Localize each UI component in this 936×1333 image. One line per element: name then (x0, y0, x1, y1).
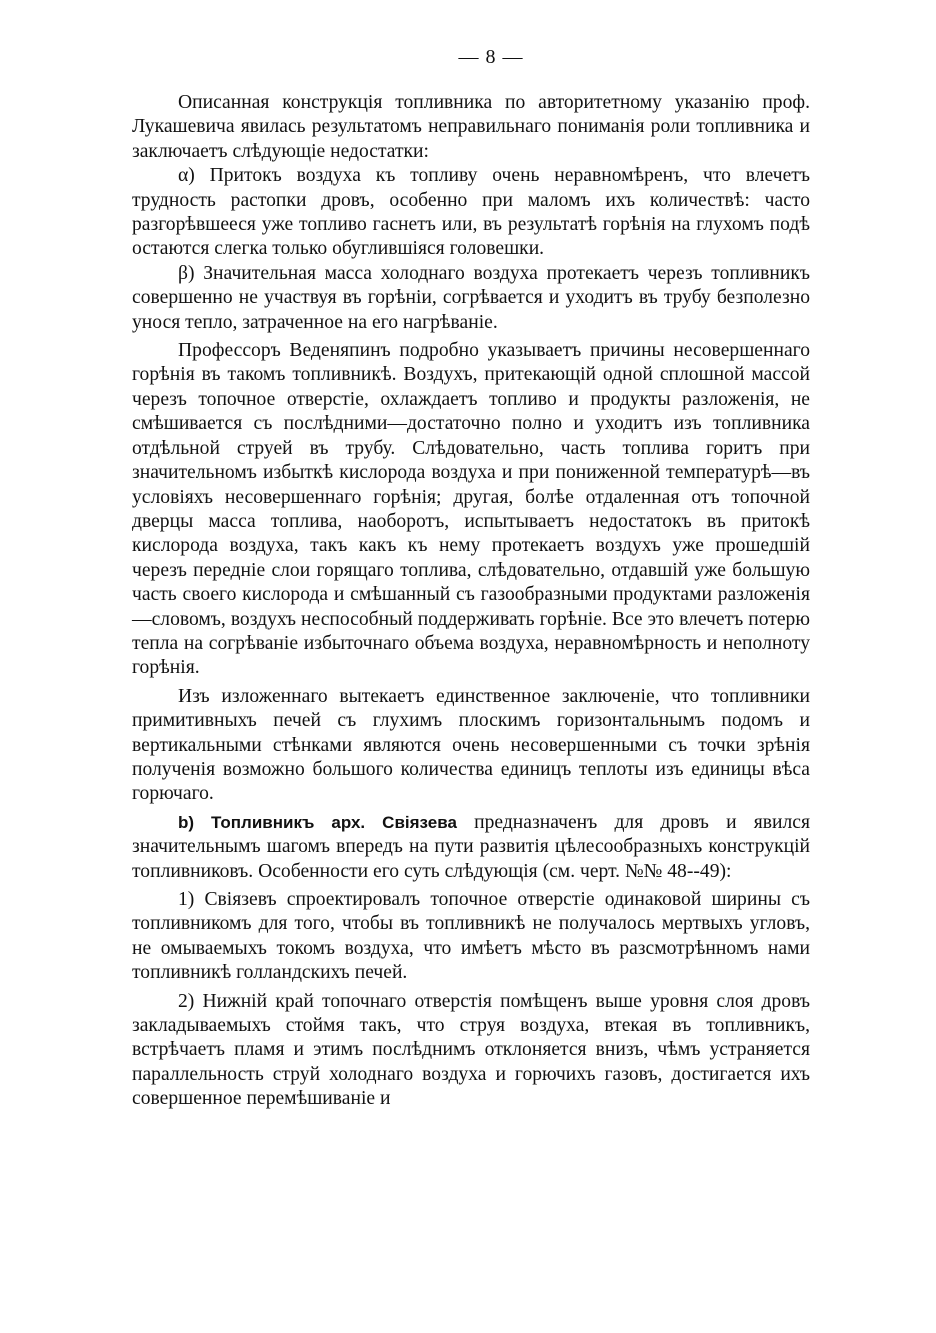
paragraph-intro: Описанная конструкція топливника по авторитетному указанію проф. Лукашевича явилась результатомъ неправильнаго пониманія роли топливника и заключаетъ слѣдующіе недостатки: (132, 92, 810, 162)
paragraph-sviyazev-heading (132, 811, 810, 884)
paragraph-beta: β) Значительная масса холоднаго воздуха протекаетъ черезъ топливникъ совершенно не участвуя въ горѣніи, согрѣвается и уходитъ въ трубу безполезно унося тепло, затраченное на его нагрѣваніе. (132, 262, 810, 333)
paragraph-vedenyapin: Профессоръ Веденяпинъ подробно указываетъ причины несовершеннаго горѣнія въ такомъ топливникѣ. Воздухъ, притекающій одной сплошной массой черезъ топочное отверстіе, охлаждаетъ топливо и продукты разложенія, не смѣшивается съ послѣдними—достаточно полно и уходитъ изъ топливника отдѣльной струей въ трубу. Слѣдовательно, часть топлива горитъ при значительномъ избыткѣ кислорода воздуха и при пониженной температурѣ—въ условіяхъ несовершеннаго горѣнія; другая, болѣе отдаленная отъ топочной дверцы масса топлива, наоборотъ, испытываетъ недостатокъ въ притокѣ кислорода воздуха, такъ какъ къ нему протекаетъ воздухъ уже прошедшій черезъ передніе слои горящаго топлива, слѣдовательно, отдавшій уже большую часть своего кислорода и смѣшанный съ газообразными продуктами разложенія—словомъ, воздухъ неспособный поддерживать горѣніе. Все это влечетъ потерю тепла на согрѣваніе избыточнаго объема воздуха, неравномѣрность и неполноту горѣнія. (132, 340, 810, 679)
paragraph-sviyazev-text: предназначенъ для дровъ и явился значительнымъ шагомъ впередъ на пути развитія цѣлесообразныхъ конструкцій топливниковъ. Особенности его суть слѣдующія (см. черт. №№ 48--49): (132, 811, 810, 882)
paragraph-conclusion: Изъ изложеннаго вытекаетъ единственное заключеніе, что топливники примитивныхъ печей съ глухимъ плоскимъ горизонтальнымъ подомъ и вертикальными стѣнками являются очень несовершенными съ точки зрѣнія полученія возможно большого количества единицъ теплоты изъ единицы вѣса горючаго. (132, 685, 810, 805)
paragraph-point-1: 1) Свіязевъ спроектировалъ топочное отверстіе одинаковой ширины съ топливникомъ для того, чтобы въ топливникѣ не получалось мертвыхъ угловъ, не омываемыхъ токомъ воздуха, что имѣетъ мѣсто въ разсмотрѣнномъ нами топливникѣ голландскихъ печей. (132, 889, 810, 984)
body-text (132, 91, 810, 1112)
paragraph-alpha: α) Притокъ воздуха къ топливу очень неравномѣренъ, что влечетъ трудность растопки дровъ, особенно при маломъ ихъ количествѣ: часто разгорѣвшееся уже топливо гаснетъ или, въ результатѣ горѣнія на глухомъ подѣ остаются слегка только обуглившіяся головешки. (132, 165, 810, 260)
section-heading-sviyazev: b) Топливникъ арх. Свіязева (178, 812, 457, 832)
paragraph-point-2: 2) Нижній край топочнаго отверстія помѣщенъ выше уровня слоя дровъ закладываемыхъ стоймя такъ, что струя воздуха, втекая въ топливникъ, встрѣчаетъ пламя и этимъ послѣднимъ отклоняется внизъ, чѣмъ устраняется параллельность струй холоднаго воздуха и горючихъ газовъ, достигается ихъ совершенное перемѣшиваніе и (132, 990, 810, 1110)
page-number: — 8 — (458, 46, 524, 68)
